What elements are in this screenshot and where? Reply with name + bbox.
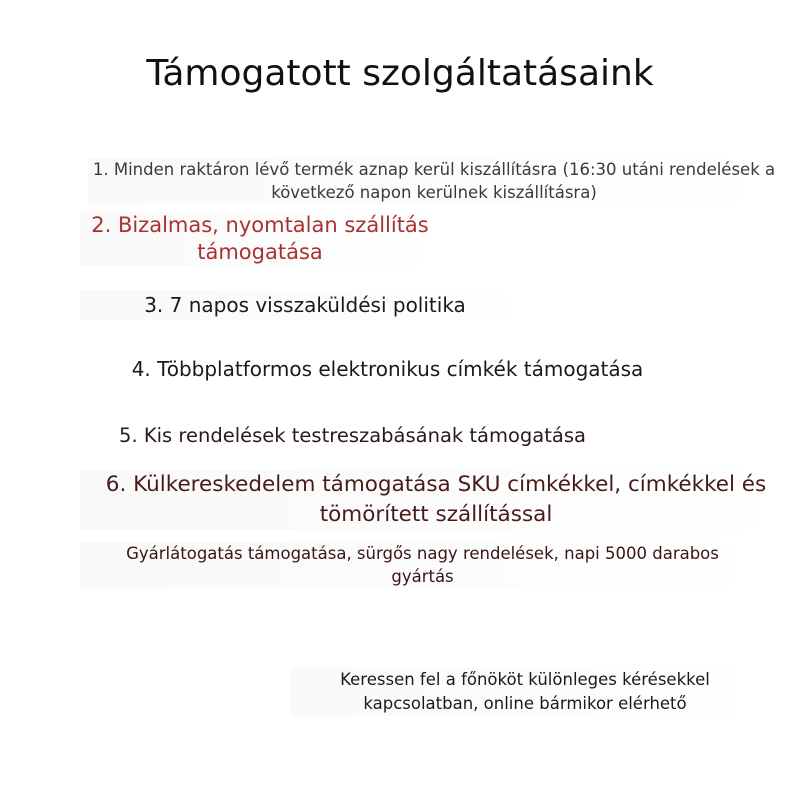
page-title: Támogatott szolgáltatásaink xyxy=(146,53,654,94)
service-item-line: 1. Minden raktáron lévő termék aznap kerül kiszállításra (16:30 utáni rendelések a xyxy=(92,160,776,179)
service-item-small-order-customization xyxy=(80,421,625,451)
contact-note-line: kapcsolatban, online bármikor elérhető xyxy=(363,694,687,713)
service-item-line: Gyárlátogatás támogatása, sürgős nagy rendelések, napi 5000 darabos xyxy=(126,544,719,563)
service-item-factory-visit xyxy=(80,542,765,588)
service-item-line: 6. Külkereskedelem támogatása SKU címkékkel, címkékkel és xyxy=(105,472,767,497)
service-item-line: 5. Kis rendelések testreszabásának támogatása xyxy=(119,424,586,447)
service-item-line: tömörített szállítással xyxy=(319,502,553,527)
service-item-line: gyártás xyxy=(391,567,454,586)
service-item-line: támogatása xyxy=(197,240,323,264)
service-item-line: 4. Többplatformos elektronikus címkék támogatása xyxy=(131,357,644,381)
service-item-line: 2. Bizalmas, nyomtalan szállítás xyxy=(91,213,429,237)
service-item-return-policy xyxy=(80,290,530,320)
service-item-line: 3. 7 napos visszaküldési politika xyxy=(144,293,466,317)
service-item-same-day-shipping xyxy=(88,158,780,204)
service-item-line: következő napon kerülnek kiszállításra) xyxy=(271,183,597,202)
service-item-electronic-labels xyxy=(80,354,695,384)
contact-note-line: Keressen fel a főnököt különleges kérésekkel xyxy=(340,670,710,689)
service-item-foreign-trade xyxy=(80,470,792,530)
service-item-discreet-shipping xyxy=(80,212,440,266)
contact-note xyxy=(290,668,760,716)
